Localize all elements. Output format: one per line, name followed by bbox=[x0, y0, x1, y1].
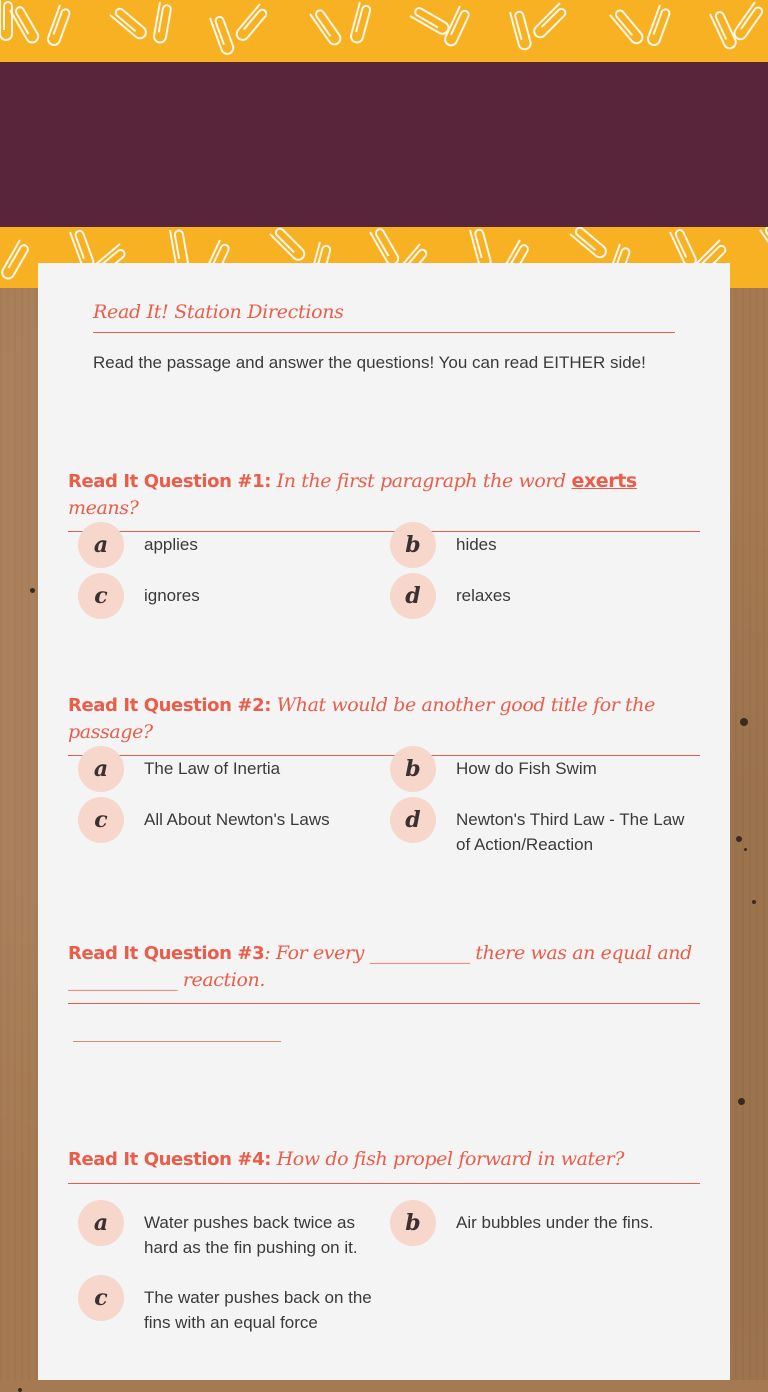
option-text: ignores bbox=[144, 586, 200, 605]
option-text: Air bubbles under the fins. bbox=[456, 1213, 654, 1232]
question-4-label: Read It Question #4: bbox=[68, 1149, 271, 1170]
q1-option-b[interactable] bbox=[390, 522, 696, 568]
option-text: How do Fish Swim bbox=[456, 759, 597, 778]
question-2-text: What would be another good title for the passage? bbox=[68, 694, 655, 743]
option-text: relaxes bbox=[456, 586, 511, 605]
q4-option-c[interactable] bbox=[78, 1275, 384, 1335]
question-1-label: Read It Question #1: bbox=[68, 471, 271, 492]
option-text: hides bbox=[456, 535, 497, 554]
option-letter-c: c bbox=[78, 573, 124, 619]
q2-option-a[interactable] bbox=[78, 746, 384, 792]
question-3-text: : For every ___________ there was an equal and ____________ reaction. bbox=[68, 942, 692, 991]
option-letter-d: d bbox=[390, 797, 436, 843]
q1-option-a[interactable] bbox=[78, 522, 384, 568]
question-3 bbox=[68, 940, 700, 1004]
directions-text: Read the passage and answer the questions! You can read EITHER side! bbox=[93, 353, 646, 372]
option-text: The water pushes back on the fins with an equal force bbox=[144, 1288, 372, 1332]
worksheet-card bbox=[38, 263, 730, 1380]
q1-option-c[interactable] bbox=[78, 573, 384, 619]
header-banner bbox=[0, 62, 768, 227]
option-text: All About Newton's Laws bbox=[144, 810, 330, 829]
question-4-text: How do fish propel forward in water? bbox=[276, 1148, 625, 1170]
q4-option-a[interactable] bbox=[78, 1200, 384, 1260]
option-letter-c: c bbox=[78, 1275, 124, 1321]
option-text: applies bbox=[144, 535, 198, 554]
question-3-answer-field[interactable] bbox=[73, 1041, 281, 1042]
option-letter-a: a bbox=[78, 1200, 124, 1246]
q1-option-d[interactable] bbox=[390, 573, 696, 619]
question-1-text: In the first paragraph the word bbox=[276, 470, 572, 492]
option-letter-d: d bbox=[390, 573, 436, 619]
question-3-label: Read It Question #3 bbox=[68, 943, 265, 964]
option-letter-a: a bbox=[78, 746, 124, 792]
q2-option-b[interactable] bbox=[390, 746, 696, 792]
option-letter-c: c bbox=[78, 797, 124, 843]
option-text: Water pushes back twice as hard as the fin pushing on it. bbox=[144, 1213, 358, 1257]
directions-title: Read It! Station Directions bbox=[93, 301, 675, 333]
option-letter-a: a bbox=[78, 522, 124, 568]
q4-option-b[interactable] bbox=[390, 1200, 696, 1246]
option-letter-b: b bbox=[390, 746, 436, 792]
question-2-label: Read It Question #2: bbox=[68, 695, 271, 716]
q2-option-d[interactable] bbox=[390, 797, 696, 857]
option-letter-b: b bbox=[390, 522, 436, 568]
option-text: Newton's Third Law - The Law of Action/Reaction bbox=[456, 810, 685, 854]
option-letter-b: b bbox=[390, 1200, 436, 1246]
question-4 bbox=[68, 1146, 700, 1184]
option-text: The Law of Inertia bbox=[144, 759, 281, 778]
q2-option-c[interactable] bbox=[78, 797, 384, 843]
question-1-text-end: means? bbox=[68, 497, 139, 519]
question-1-keyword: exerts bbox=[571, 470, 637, 492]
